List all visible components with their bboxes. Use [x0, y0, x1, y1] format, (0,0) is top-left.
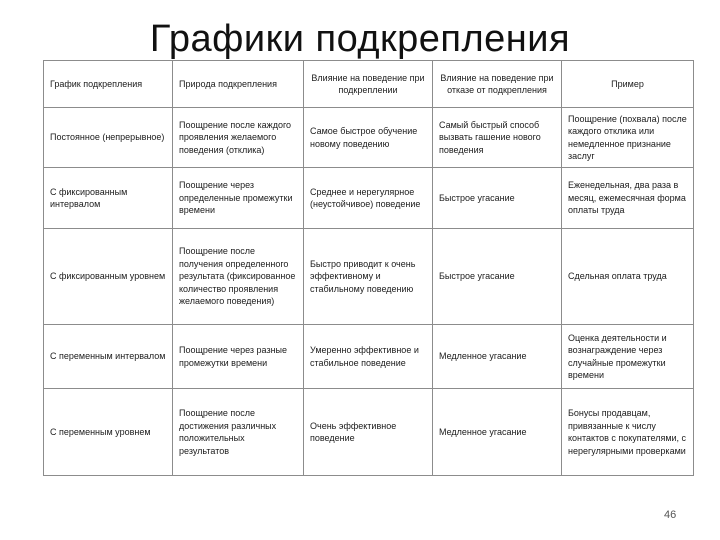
table-row	[44, 389, 694, 476]
cell-effect-reinforce: Очень эффективное поведение	[304, 389, 433, 476]
cell-nature: Поощрение после получения определенного результата (фиксированное количество проявления желаемого поведения)	[173, 229, 304, 325]
slide-title: Графики подкрепления	[149, 18, 571, 60]
table-header-row	[44, 61, 694, 108]
cell-effect-reinforce: Умеренно эффективное и стабильное поведение	[304, 325, 433, 389]
header-cell-effect-reinforce: Влияние на поведение при подкреплении	[304, 61, 433, 108]
cell-nature: Поощрение через разные промежутки времени	[173, 325, 304, 389]
cell-example: Еженедельная, два раза в месяц, ежемесячная форма оплаты труда	[562, 168, 694, 229]
cell-effect-withdraw: Медленное угасание	[433, 325, 562, 389]
header-cell-nature: Природа подкрепления	[173, 61, 304, 108]
cell-schedule: С переменным уровнем	[44, 389, 173, 476]
cell-schedule: С фиксированным уровнем	[44, 229, 173, 325]
reinforcement-schedules-table	[43, 60, 694, 476]
table-row	[44, 108, 694, 168]
cell-nature: Поощрение через определенные промежутки времени	[173, 168, 304, 229]
cell-effect-withdraw: Быстрое угасание	[433, 168, 562, 229]
cell-schedule: С фиксированным интервалом	[44, 168, 173, 229]
cell-effect-withdraw: Быстрое угасание	[433, 229, 562, 325]
cell-effect-withdraw: Самый быстрый способ вызвать гашение нового поведения	[433, 108, 562, 168]
table-row	[44, 168, 694, 229]
header-cell-schedule: График подкрепления	[44, 61, 173, 108]
page-number: 46	[664, 509, 677, 521]
cell-example: Бонусы продавцам, привязанные к числу контактов с покупателями, с нерегулярными проверками	[562, 389, 694, 476]
cell-example: Сдельная оплата труда	[562, 229, 694, 325]
cell-effect-reinforce: Среднее и нерегулярное (неустойчивое) поведение	[304, 168, 433, 229]
cell-schedule: С переменным интервалом	[44, 325, 173, 389]
cell-example: Оценка деятельности и вознаграждение через случайные промежутки времени	[562, 325, 694, 389]
cell-schedule: Постоянное (непрерывное)	[44, 108, 173, 168]
cell-nature: Поощрение после каждого проявления желаемого поведения (отклика)	[173, 108, 304, 168]
cell-effect-reinforce: Быстро приводит к очень эффективному и стабильному поведению	[304, 229, 433, 325]
table-row	[44, 325, 694, 389]
header-cell-example: Пример	[562, 61, 694, 108]
cell-effect-withdraw: Медленное угасание	[433, 389, 562, 476]
cell-nature: Поощрение после достижения различных положительных результатов	[173, 389, 304, 476]
table-row	[44, 229, 694, 325]
header-cell-effect-withdraw: Влияние на поведение при отказе от подкрепления	[433, 61, 562, 108]
cell-example: Поощрение (похвала) после каждого отклика или немедленное признание заслуг	[562, 108, 694, 168]
cell-effect-reinforce: Самое быстрое обучение новому поведению	[304, 108, 433, 168]
